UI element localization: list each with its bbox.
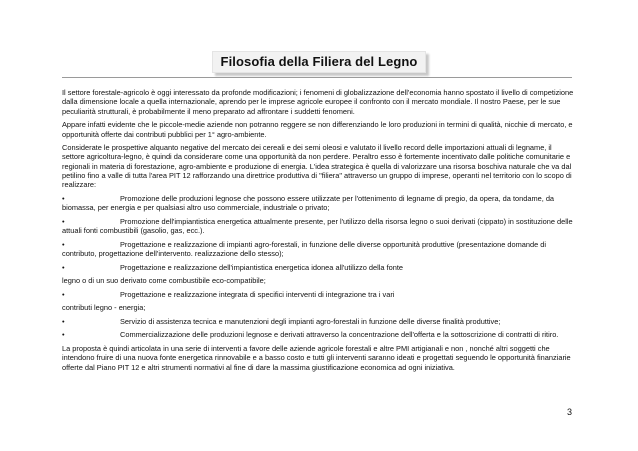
bullet-text: Promozione delle produzioni legnose che possono essere utilizzate per l'ottenimento di legname di pregio, da opera, da tondame, da biomassa, per energia e per qualsiasi altro uso commerciale, industriale o privato; [62, 194, 555, 213]
page-number: 3 [566, 407, 572, 417]
title-container [0, 51, 638, 73]
bullet-symbol: • [62, 216, 65, 226]
paragraph: Il settore forestale-agricolo è oggi interessato da profonde modificazioni; i fenomeni di globalizzazione dell'economia hanno spostato il livello di competizione dalla dimensione locale a quella internazionale, aprendo per le imprese agricole europee il confronto con il mercato mondiale. Il nostro Paese, per le sue peculiarità strutturali, è probabilmente il meno preparato ad affrontare i suddetti fenomeni. [62, 88, 574, 116]
bullet-text: Progettazione e realizzazione di impianti agro-forestali, in funzione delle diverse opportunità produttive (presentazione domande di contributo, progettazione dell'intervento. realizzazione dello stesso); [62, 239, 547, 259]
title-divider [62, 77, 572, 78]
bullet-text: Commercializzazione delle produzioni legnose e derivati attraverso la concentrazione dell'offerta e la sottoscrizione di contratti di ritiro. [120, 330, 559, 340]
bullet-text: Progettazione e realizzazione dell'impiantistica energetica idonea all'utilizzo della fonte [120, 262, 404, 272]
bullet-symbol: • [62, 262, 65, 272]
bullet-text: Servizio di assistenza tecnica e manutenzioni degli impianti agro-forestali in funzione delle diverse finalità produttive; [120, 316, 501, 326]
bullet-item [62, 240, 574, 259]
bullet-continuation: legno o di un suo derivato come combustibile eco-compatibile; [62, 276, 266, 286]
bullet-symbol: • [62, 239, 65, 249]
bullet-item [62, 194, 574, 213]
bullet-item [62, 263, 574, 272]
page-title: Filosofia della Filiera del Legno [212, 51, 427, 73]
bullet-item [62, 317, 574, 326]
bullet-symbol: • [62, 316, 65, 326]
bullet-continuation: contributi legno - energia; [62, 303, 146, 313]
closing-paragraph: La proposta è quindi articolata in una serie di interventi a favore delle aziende agricole forestali e altre PMI artigianali e non , nonché altri soggetti che intendono fruire di una nuova fonte energetica rinnovabile e a basso costo e tutti gli interventi saranno ideati e progettati seguendo le opportunità finanziarie offerte dal Piano PIT 12 e altri strumenti normativi al fine di dare la massima giustificazione economica ad ogni iniziativa. [62, 343, 571, 372]
bullet-symbol: • [62, 289, 65, 299]
bullet-symbol: • [62, 330, 65, 340]
bullet-item [62, 330, 574, 339]
document-body [62, 88, 574, 376]
bullet-text: Promozione dell'impiantistica energetica attualmente presente, per l'utilizzo della risorsa legno o suoi derivati (cippato) in sostituzione delle attuali fonti combustibili (gasolio, gas, ecc.). [62, 216, 573, 236]
bullet-text: Progettazione e realizzazione integrata di specifici interventi di integrazione tra i vari [120, 289, 395, 299]
bullet-item [62, 290, 574, 299]
bullet-symbol: • [62, 194, 65, 203]
paragraph: Considerate le prospettive alquanto negative del mercato dei cereali e dei semi oleosi e valutato il livello record delle importazioni attuali di legname, il settore agricoltura-legno, è quindi da considerare come una opportunità da non perdere. Peraltro esso è fortemente incentivato dalle politiche comunitarie e regionali in materia di forestazione, agro-ambiente e produzione di energia. L'idea strategica è quella di valorizzare una risorsa boschiva naturale che va dal petilino fino a valle di tutta l'area PIT 12 rafforzando una direttrice produttiva di "filiera" attraverso un gruppo di imprese, operanti nel territorio con lo scopo di realizzare: [62, 143, 572, 190]
bullet-item [62, 217, 574, 236]
paragraph: Appare infatti evidente che le piccole-medie aziende non potranno reggere se non differenziando le loro produzioni in termini di qualità, nicchie di mercato, e opportunità offerte dai contributi pubblici per 1° agro-ambiente. [62, 120, 573, 139]
